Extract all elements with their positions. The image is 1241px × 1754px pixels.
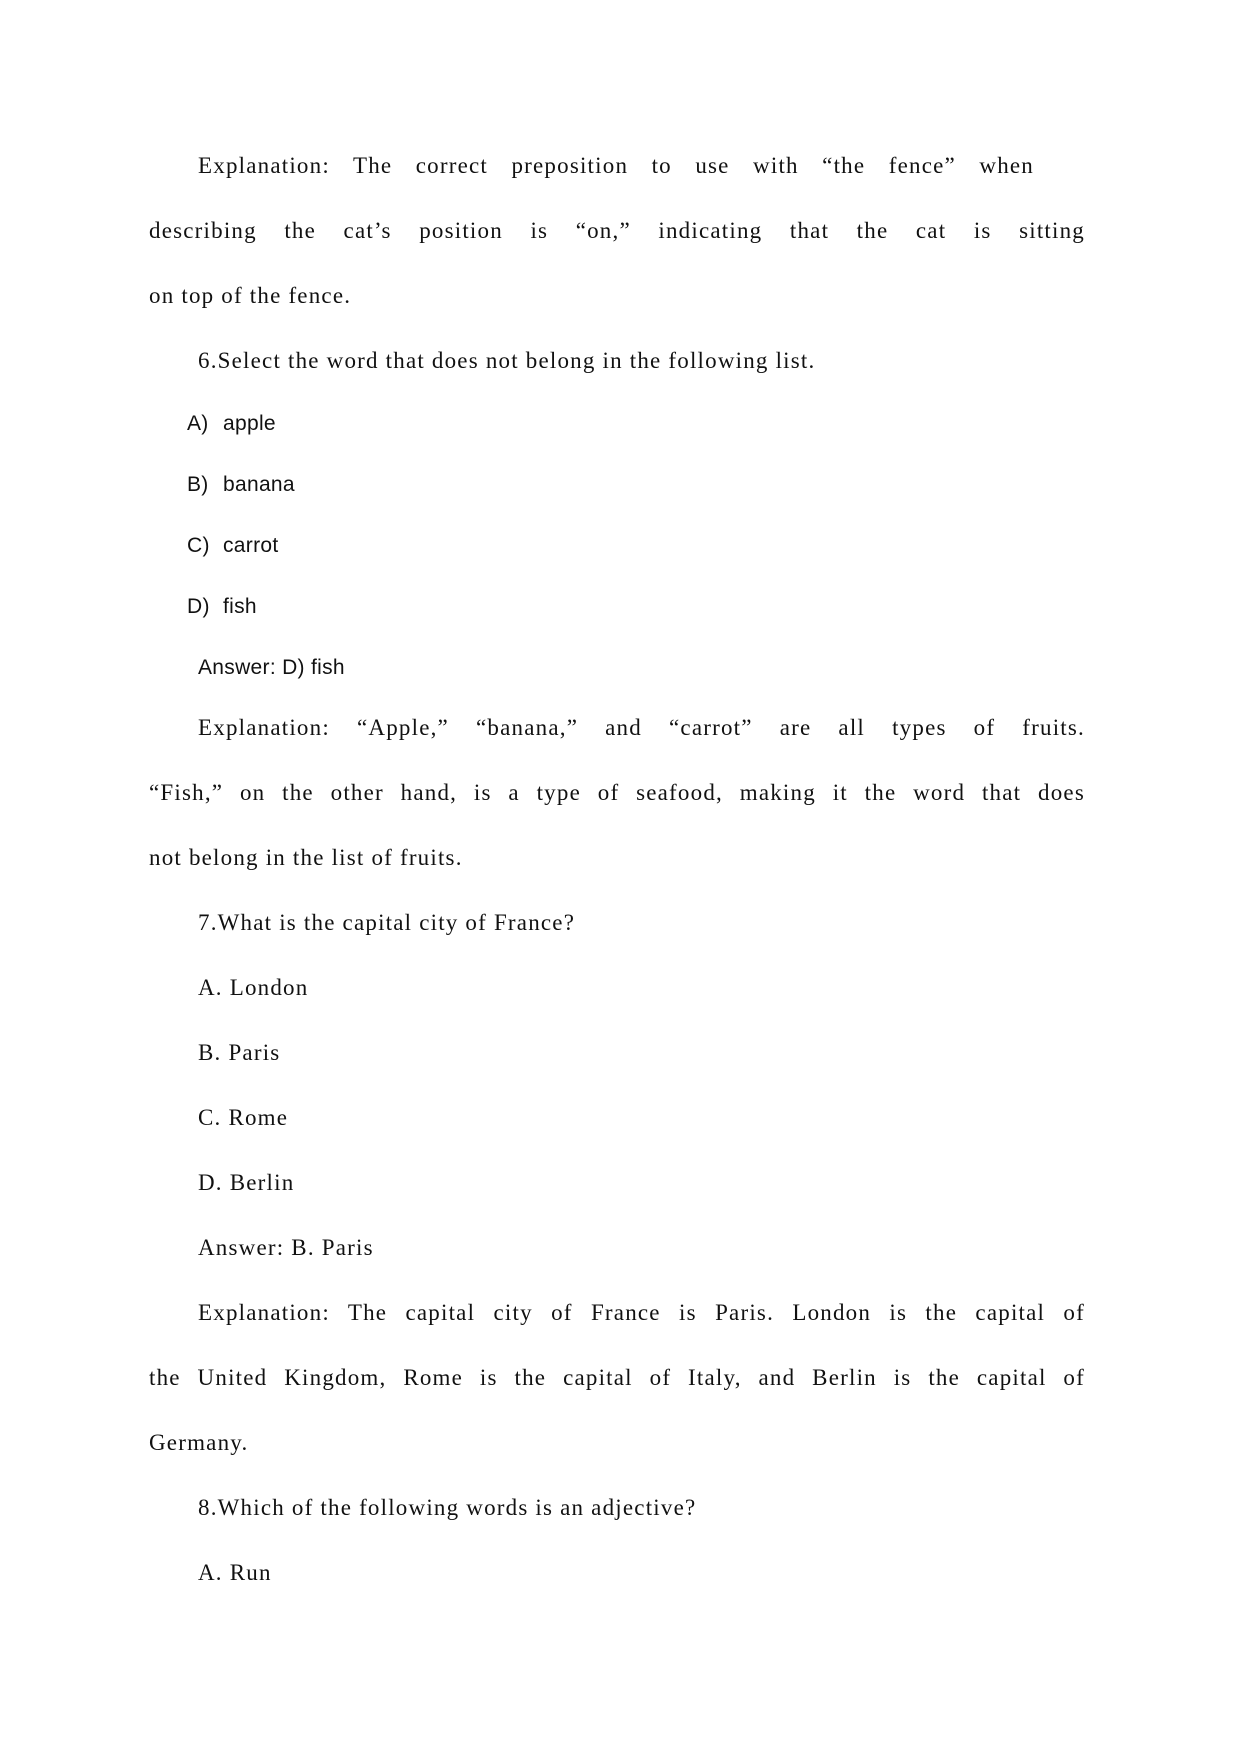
q6-option-a [187,409,276,439]
q7-explanation-line-1: Explanation: The capital city of France is Paris. London is the capital of [198,1300,1085,1325]
q7-answer: Answer: B. Paris [198,1235,374,1260]
option-text: carrot [223,534,279,557]
q6-question: 6.Select the word that does not belong in the following list. [198,348,816,373]
q5-explanation-line-2: describing the cat’s position is “on,” indicating that the cat is sitting [149,218,1085,243]
option-letter: C) [187,534,210,557]
q6-option-b [187,470,295,500]
option-letter: A) [187,412,209,435]
option-letter: B) [187,473,209,496]
q6-explanation-line-1: Explanation: “Apple,” “banana,” and “carrot” are all types of fruits. [198,715,1085,740]
q5-explanation-line-1: Explanation: The correct preposition to use with “the fence” when [198,153,1034,178]
option-text: fish [223,595,257,618]
q7-explanation-line-3: Germany. [149,1430,249,1455]
q8-option-a: A. Run [198,1560,272,1585]
q6-explanation-line-3: not belong in the list of fruits. [149,845,463,870]
q6-option-c [187,531,278,561]
q7-explanation-line-2: the United Kingdom, Rome is the capital of Italy, and Berlin is the capital of [149,1365,1085,1390]
option-text: banana [223,473,295,496]
q7-option-d: D. Berlin [198,1170,295,1195]
q7-question: 7.What is the capital city of France? [198,910,576,935]
q7-option-b: B. Paris [198,1040,281,1065]
q6-answer: Answer: D) fish [198,656,345,679]
q7-option-c: C. Rome [198,1105,289,1130]
q5-explanation-line-3: on top of the fence. [149,283,352,308]
q8-question: 8.Which of the following words is an adjective? [198,1495,697,1520]
q6-explanation-line-2: “Fish,” on the other hand, is a type of seafood, making it the word that does [149,780,1085,805]
option-letter: D) [187,595,210,618]
q7-option-a: A. London [198,975,309,1000]
q6-option-d [187,592,257,622]
option-text: apple [223,412,276,435]
